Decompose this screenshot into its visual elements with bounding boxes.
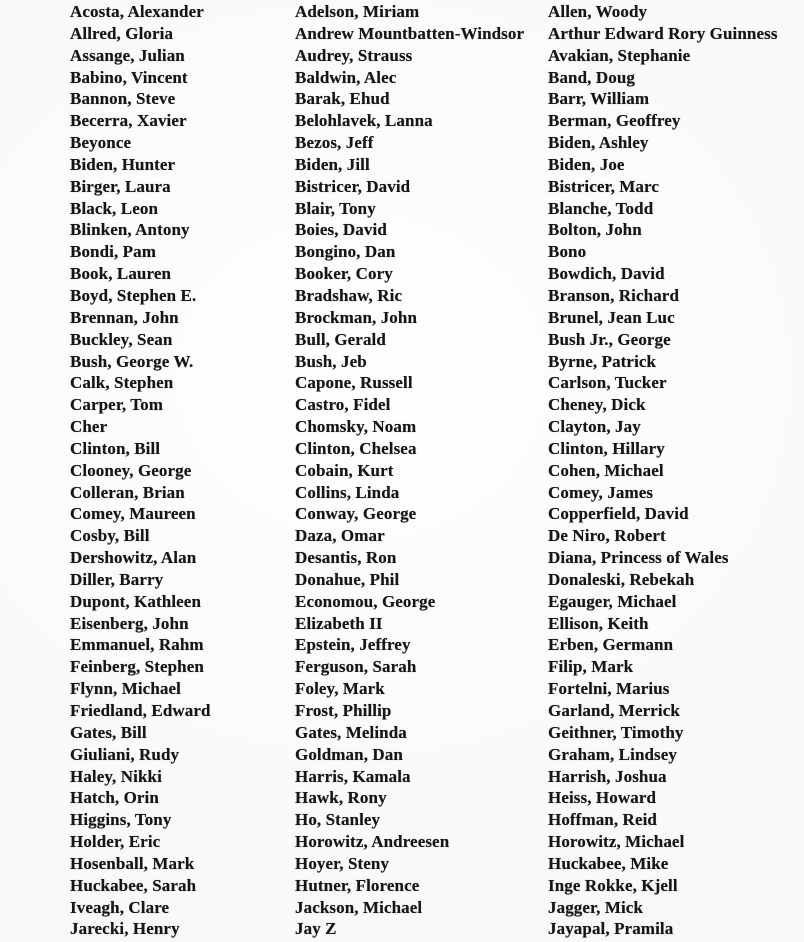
name-entry: Conway, George (295, 504, 417, 524)
name-entry: Brunel, Jean Luc (548, 307, 675, 327)
name-entry: Blair, Tony (295, 198, 376, 218)
name-entry: Egauger, Michael (548, 591, 677, 611)
name-entry: Bush Jr., George (548, 329, 671, 349)
name-entry: Bradshaw, Ric (295, 285, 403, 305)
name-entry: Fortelni, Marius (548, 679, 670, 699)
name-entry: Comey, Maureen (70, 504, 196, 524)
name-entry: Daza, Omar (295, 526, 385, 546)
name-entry: Cheney, Dick (548, 395, 646, 415)
name-entry: Harris, Kamala (295, 766, 411, 786)
name-entry: De Niro, Robert (548, 526, 666, 546)
name-entry: Hatch, Orin (70, 788, 159, 808)
name-entry: Dershowitz, Alan (70, 548, 197, 568)
name-entry: Flynn, Michael (70, 679, 181, 699)
name-entry: Biden, Ashley (548, 133, 649, 153)
name-entry: Clinton, Chelsea (295, 438, 417, 458)
name-entry: Clinton, Hillary (548, 438, 665, 458)
name-entry: Blinken, Antony (70, 220, 190, 240)
name-entry: Hosenball, Mark (70, 853, 195, 873)
name-entry: Cher (70, 417, 108, 437)
name-column-2 (295, 1, 524, 940)
name-entry: Geithner, Timothy (548, 722, 684, 742)
name-entry: Donaleski, Rebekah (548, 569, 695, 589)
name-entry: Capone, Russell (295, 373, 413, 393)
name-entry: Donahue, Phil (295, 569, 400, 589)
name-entry: Biden, Hunter (70, 154, 176, 174)
name-entry: Clayton, Jay (548, 417, 641, 437)
name-entry: Bezos, Jeff (295, 133, 374, 153)
name-entry: Friedland, Edward (70, 701, 211, 720)
name-entry: Adelson, Miriam (295, 2, 420, 21)
name-entry: Diller, Barry (70, 569, 164, 589)
name-entry: Belohlavek, Lanna (295, 111, 433, 131)
name-entry: Cosby, Bill (70, 526, 150, 546)
name-entry: Gates, Melinda (295, 722, 407, 742)
name-entry: Allred, Gloria (70, 23, 174, 43)
name-entry: Goldman, Dan (295, 744, 403, 764)
name-entry: Erben, Germann (548, 635, 674, 655)
name-entry: Dupont, Kathleen (70, 591, 202, 611)
name-entry: Epstein, Jeffrey (295, 635, 411, 655)
name-entry: Arthur Edward Rory Guinness (548, 23, 778, 43)
name-entry: Chomsky, Noam (295, 417, 417, 437)
name-entry: Byrne, Patrick (548, 351, 657, 371)
name-entry: Avakian, Stephanie (548, 45, 691, 65)
name-entry: Band, Doug (548, 67, 635, 87)
name-entry: Clooney, George (70, 460, 192, 480)
name-entry: Bondi, Pam (70, 242, 157, 262)
name-entry: Elizabeth II (295, 613, 383, 633)
name-entry: Barr, William (548, 89, 650, 109)
name-entry: Ferguson, Sarah (295, 657, 417, 677)
name-entry: Berman, Geoffrey (548, 111, 681, 131)
name-entry: Boyd, Stephen E. (70, 285, 197, 305)
name-entry: Bongino, Dan (295, 242, 396, 262)
name-entry: Heiss, Howard (548, 788, 657, 808)
name-entry: Carper, Tom (70, 395, 164, 415)
name-entry: Jarecki, Henry (70, 919, 180, 939)
name-entry: Assange, Julian (70, 45, 185, 65)
name-entry: Book, Lauren (70, 264, 172, 284)
name-entry: Bowdich, David (548, 264, 665, 284)
name-entry: Ellison, Keith (548, 613, 649, 633)
name-entry: Foley, Mark (295, 679, 385, 699)
name-entry: Eisenberg, John (70, 613, 189, 633)
name-entry: Black, Leon (70, 198, 159, 218)
name-entry: Calk, Stephen (70, 373, 174, 393)
name-entry: Frost, Phillip (295, 701, 392, 720)
name-entry: Giuliani, Rudy (70, 744, 180, 764)
name-entry: Branson, Richard (548, 285, 680, 305)
name-entry: Becerra, Xavier (70, 111, 187, 131)
name-entry: Graham, Lindsey (548, 744, 678, 764)
name-entry: Desantis, Ron (295, 548, 397, 568)
name-entry: Higgins, Tony (70, 810, 172, 830)
name-entry: Cohen, Michael (548, 460, 664, 480)
name-entry: Boies, David (295, 220, 387, 240)
name-entry: Clinton, Bill (70, 438, 161, 458)
name-entry: Holder, Eric (70, 832, 161, 852)
name-entry: Comey, James (548, 482, 654, 502)
name-entry: Hoyer, Steny (295, 853, 390, 873)
name-entry: Filip, Mark (548, 657, 634, 677)
name-entry: Bono (548, 242, 587, 262)
name-entry: Bolton, John (548, 220, 642, 240)
name-entry: Jayapal, Pramila (548, 919, 674, 939)
name-entry: Brennan, John (70, 307, 179, 327)
name-entry: Castro, Fidel (295, 395, 391, 415)
name-entry: Collins, Linda (295, 482, 400, 502)
name-entry: Barak, Ehud (295, 89, 390, 109)
name-entry: Economou, George (295, 591, 436, 611)
name-entry: Bull, Gerald (295, 329, 386, 349)
name-entry: Hoffman, Reid (548, 810, 657, 830)
name-entry: Bistricer, Marc (548, 176, 660, 196)
name-entry: Horowitz, Andreesen (295, 832, 450, 852)
name-entry: Feinberg, Stephen (70, 657, 204, 677)
name-entry: Harrish, Joshua (548, 766, 667, 786)
name-entry: Hawk, Rony (295, 788, 387, 808)
name-entry: Diana, Princess of Wales (548, 548, 729, 568)
name-entry: Bush, George W. (70, 351, 194, 371)
name-entry: Huckabee, Sarah (70, 875, 197, 895)
name-entry: Audrey, Strauss (295, 45, 413, 65)
name-entry: Jagger, Mick (548, 897, 643, 917)
name-entry: Emmanuel, Rahm (70, 635, 204, 655)
name-entry: Inge Rokke, Kjell (548, 875, 678, 895)
name-entry: Biden, Jill (295, 154, 370, 174)
name-entry: Garland, Merrick (548, 701, 680, 720)
name-entry: Iveagh, Clare (70, 897, 170, 917)
name-entry: Colleran, Brian (70, 482, 185, 502)
name-entry: Cobain, Kurt (295, 460, 394, 480)
name-entry: Copperfield, David (548, 504, 689, 524)
name-entry: Allen, Woody (548, 2, 648, 21)
name-entry: Carlson, Tucker (548, 373, 667, 393)
name-entry: Brockman, John (295, 307, 418, 327)
name-entry: Bistricer, David (295, 176, 411, 196)
name-entry: Bush, Jeb (295, 351, 367, 371)
name-entry: Buckley, Sean (70, 329, 173, 349)
name-entry: Andrew Mountbatten-Windsor (295, 23, 525, 43)
name-entry: Hutner, Florence (295, 875, 420, 895)
name-column-1 (70, 1, 211, 940)
name-column-3 (548, 1, 778, 940)
name-entry: Jay Z (295, 919, 337, 939)
name-entry: Acosta, Alexander (70, 2, 204, 21)
name-entry: Baldwin, Alec (295, 67, 397, 87)
name-entry: Ho, Stanley (295, 810, 381, 830)
name-entry: Birger, Laura (70, 176, 171, 196)
name-entry: Beyonce (70, 133, 132, 153)
name-entry: Horowitz, Michael (548, 832, 685, 852)
name-entry: Booker, Cory (295, 264, 393, 284)
name-entry: Blanche, Todd (548, 198, 654, 218)
name-entry: Bannon, Steve (70, 89, 176, 109)
name-entry: Jackson, Michael (295, 897, 423, 917)
name-entry: Babino, Vincent (70, 67, 188, 87)
name-entry: Gates, Bill (70, 722, 147, 742)
name-entry: Biden, Joe (548, 154, 625, 174)
name-entry: Huckabee, Mike (548, 853, 669, 873)
name-entry: Haley, Nikki (70, 766, 162, 786)
